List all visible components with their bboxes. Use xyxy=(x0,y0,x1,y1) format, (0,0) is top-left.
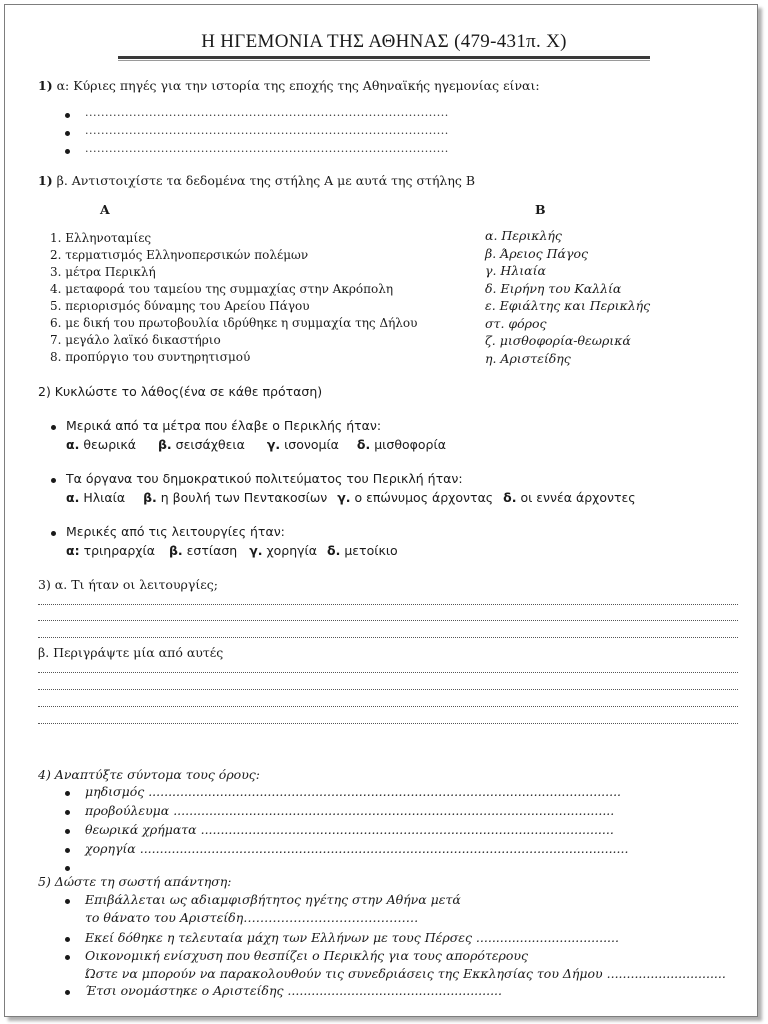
column-a-item: 1. Ελληνοταμίες xyxy=(50,231,152,245)
page-frame xyxy=(4,4,758,1017)
column-b-item: γ. Ηλιαία xyxy=(485,263,546,278)
option[interactable]: δ. μετοίκιο xyxy=(327,543,398,558)
column-a-header: Α xyxy=(100,202,110,217)
bullet-icon xyxy=(65,149,70,154)
option[interactable]: α: τριηραρχία xyxy=(66,543,155,558)
answer-line[interactable] xyxy=(38,637,738,638)
answer-blank[interactable]: ........................................................................................... xyxy=(85,124,449,137)
question-2-stem: Μερικές από τις λειτουργίες ήταν: xyxy=(66,524,285,539)
answer-item[interactable]: Έτσι ονομάστηκε ο Αριστείδης ...................................................... xyxy=(85,983,502,998)
option[interactable]: α. θεωρικά xyxy=(66,437,136,452)
column-a-item: 3. μέτρα Περικλή xyxy=(50,265,156,279)
term-item[interactable]: θεωρικά χρήματα ........................................................................................................ xyxy=(85,822,614,837)
bullet-icon xyxy=(65,848,70,853)
bullet-icon xyxy=(65,131,70,136)
question-3b: β. Περιγράψτε μία από αυτές xyxy=(38,645,224,660)
column-a-list xyxy=(50,230,417,366)
bullet-icon xyxy=(65,937,70,942)
answer-line[interactable] xyxy=(38,723,738,724)
question-5: 5) Δώστε τη σωστή απάντηση: xyxy=(38,874,232,889)
answer-line[interactable] xyxy=(38,689,738,690)
question-2-stem: Τα όργανα του δημοκρατικού πολιτεύματος του Περικλή ήταν: xyxy=(66,471,463,486)
option[interactable]: γ. ισονομία xyxy=(266,437,339,452)
bullet-icon xyxy=(51,531,56,536)
column-b-list xyxy=(485,227,650,367)
column-b-item: δ. Ειρήνη του Καλλία xyxy=(485,280,622,296)
page-title: Η ΗΓΕΜΟΝΙΑ ΤΗΣ ΑΘΗΝΑΣ (479-431π. Χ) xyxy=(201,31,567,52)
answer-item: Επιβάλλεται ως αδιαμφισβήτητος ηγέτης στην Αθήνα μετά xyxy=(85,892,461,907)
bullet-icon xyxy=(65,113,70,118)
term-item[interactable]: χορηγία ........................................................................................................................... xyxy=(85,841,629,856)
option[interactable]: δ. οι εννέα άρχοντες xyxy=(503,490,636,505)
question-1a xyxy=(38,78,540,93)
answer-item[interactable]: Εκεί δόθηκε η τελευταία μάχη των Ελλήνων με τους Πέρσες .................................... xyxy=(85,930,619,945)
question-2: 2) Κυκλώστε το λάθος(ένα σε κάθε πρόταση) xyxy=(38,384,323,399)
question-number: 1) xyxy=(38,173,53,188)
title-underline-thin xyxy=(118,60,650,61)
question-text: β. Αντιστοιχίστε τα δεδομένα της στήλης Α με αυτά της στήλης Β xyxy=(56,173,475,188)
bullet-icon xyxy=(65,810,70,815)
bullet-icon xyxy=(51,478,56,483)
bullet-icon xyxy=(65,899,70,904)
column-a-item: 8. προπύργιο του συντηρητισμού xyxy=(50,350,251,364)
column-a-item: 4. μεταφορά του ταμείου της συμμαχίας στην Ακρόπολη xyxy=(50,282,394,296)
column-a-item: 2. τερματισμός Ελληνοπερσικών πολέμων xyxy=(50,248,309,262)
column-b-header: Β xyxy=(535,202,546,217)
title-underline xyxy=(118,56,650,59)
term-item[interactable]: προβούλευμα ............................................................................................................... xyxy=(85,803,615,818)
answer-blank[interactable]: ........................................................................................... xyxy=(85,142,449,155)
answer-line[interactable] xyxy=(38,620,738,621)
column-b-item: ε. Εφιάλτης και Περικλής xyxy=(485,298,651,313)
question-3a: 3) α. Τι ήταν οι λειτουργίες; xyxy=(38,577,218,592)
column-b-item: ζ. μισθοφορία-θεωρικά xyxy=(485,333,631,348)
bullet-icon xyxy=(65,866,70,871)
question-1b xyxy=(38,173,475,188)
question-number: 1) xyxy=(38,78,53,93)
question-text: α: Κύριες πηγές για την ιστορία της εποχής της Αθηναϊκής ηγεμονίας είναι: xyxy=(56,78,540,93)
option[interactable]: β. σεισάχθεια xyxy=(157,437,245,452)
answer-line[interactable] xyxy=(38,706,738,707)
bullet-icon xyxy=(65,791,70,796)
question-2-options xyxy=(66,490,636,505)
answer-line[interactable] xyxy=(38,604,738,605)
bullet-icon xyxy=(65,990,70,995)
column-b-item: β. Άρειος Πάγος xyxy=(485,245,588,261)
column-a-item: 5. περιορισμός δύναμης του Αρείου Πάγου xyxy=(50,299,310,313)
option[interactable]: β. η βουλή των Πεντακοσίων xyxy=(143,490,328,505)
answer-item[interactable]: το θάνατο του Αριστείδη…………………………………… xyxy=(85,910,419,925)
question-2-options xyxy=(66,543,398,558)
option[interactable]: δ. μισθοφορία xyxy=(356,437,446,452)
question-2-stem: Μερικά από τα μέτρα που έλαβε ο Περικλής ήταν: xyxy=(66,418,382,433)
column-a-item: 7. μεγάλο λαϊκό δικαστήριο xyxy=(50,333,221,347)
bullet-icon xyxy=(65,955,70,960)
column-b-item: στ. φόρος xyxy=(485,315,547,331)
option[interactable]: β. εστίαση xyxy=(168,543,238,558)
option[interactable]: γ. χορηγία xyxy=(249,543,318,558)
bullet-icon xyxy=(65,829,70,834)
answer-line[interactable] xyxy=(38,672,738,673)
bullet-icon xyxy=(51,425,56,430)
option[interactable]: α. Ηλιαία xyxy=(66,490,126,505)
answer-blank[interactable]: ........................................................................................... xyxy=(85,106,449,119)
question-2-options xyxy=(66,437,446,452)
term-item[interactable]: μηδισμός ....................................................................................................................... xyxy=(85,784,622,799)
answer-item[interactable]: Ώστε να μπορούν να παρακολουθούν τις συνεδριάσεις της Εκκλησίας του Δήμου .............................. xyxy=(85,966,726,981)
question-4: 4) Αναπτύξτε σύντομα τους όρους: xyxy=(38,767,261,782)
option[interactable]: γ. ο επώνυμος άρχοντας xyxy=(337,490,494,505)
answer-item: Οικονομική ενίσχυση που θεσπίζει ο Περικλής για τους απορότερους xyxy=(85,948,529,963)
column-b-item: α. Περικλής xyxy=(485,228,562,243)
column-b-item: η. Αριστείδης xyxy=(485,350,571,366)
column-a-item: 6. με δική του πρωτοβουλία ιδρύθηκε η συμμαχία της Δήλου xyxy=(50,316,418,330)
